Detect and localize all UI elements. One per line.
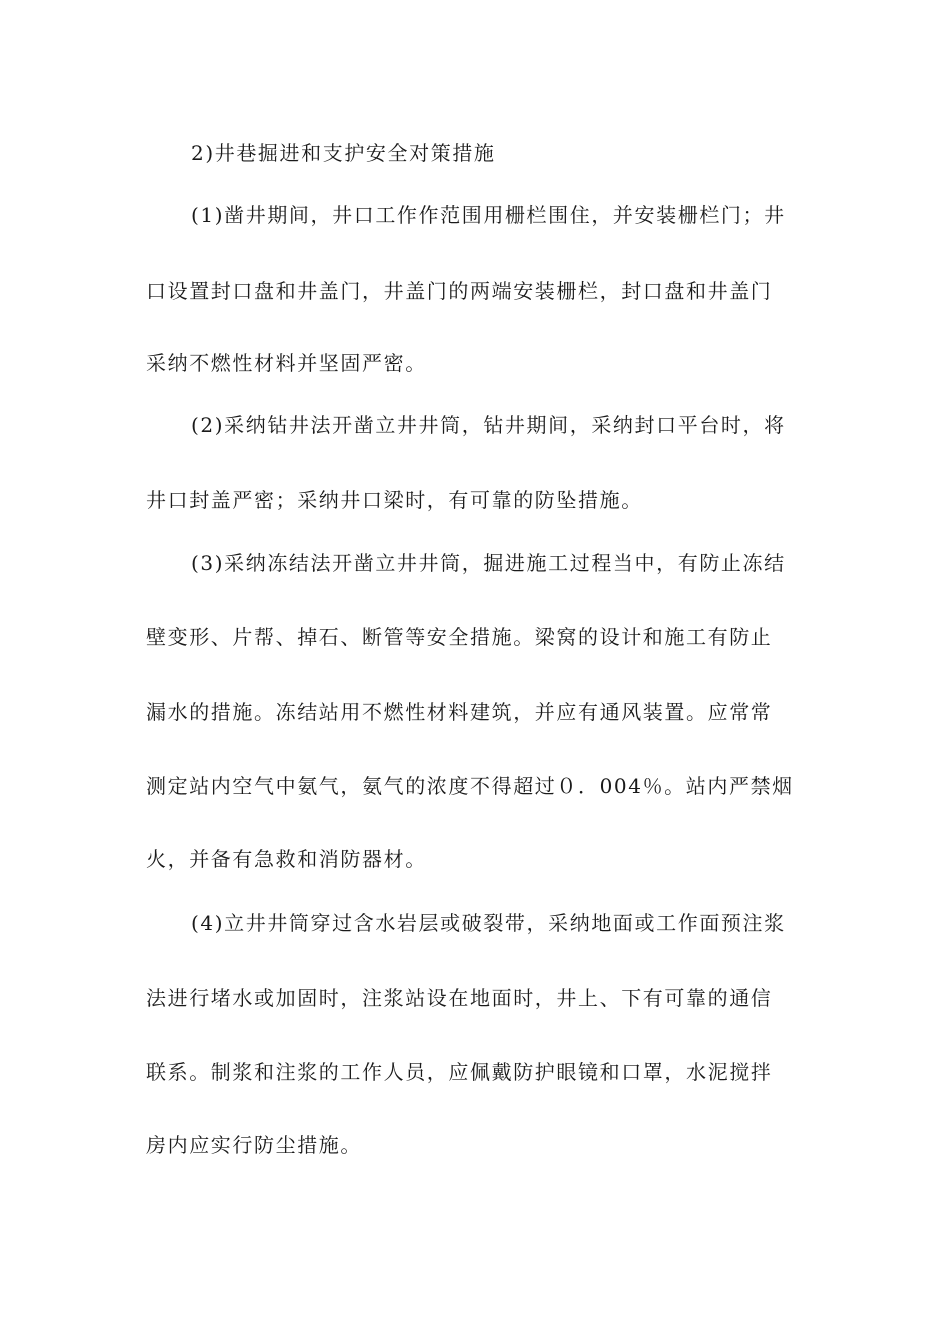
- section-heading: 2)井巷掘进和支护安全对策措施: [191, 141, 496, 165]
- paragraph-1-line-2: 口设置封口盘和井盖门，井盖门的两端安装栅栏，封口盘和井盖门: [146, 279, 773, 303]
- paragraph-4-line-3: 联系。制浆和注浆的工作人员，应佩戴防护眼镜和口罩，水泥搅拌: [146, 1060, 773, 1084]
- paragraph-2-line-2: 井口封盖严密；采纳井口梁时，有可靠的防坠措施。: [146, 488, 643, 512]
- paragraph-4-line-4: 房内应实行防尘措施。: [146, 1133, 362, 1157]
- paragraph-3-line-2: 壁变形、片帮、掉石、断管等安全措施。梁窝的设计和施工有防止: [146, 625, 773, 649]
- paragraph-3-line-4: 测定站内空气中氨气，氨气的浓度不得超过０．004％。站内严禁烟: [146, 774, 794, 798]
- paragraph-4-line-2: 法进行堵水或加固时，注浆站设在地面时，井上、下有可靠的通信: [146, 986, 773, 1010]
- paragraph-3-line-1: (3)采纳冻结法开凿立井井筒，掘进施工过程当中，有防止冻结: [191, 551, 786, 575]
- paragraph-3-line-3: 漏水的措施。冻结站用不燃性材料建筑，并应有通风装置。应常常: [146, 700, 773, 724]
- paragraph-1-line-1: (1)凿井期间，井口工作作范围用栅栏围住，并安装栅栏门；井: [191, 203, 786, 227]
- paragraph-1-line-3: 采纳不燃性材料并坚固严密。: [146, 351, 427, 375]
- paragraph-4-line-1: (4)立井井筒穿过含水岩层或破裂带，采纳地面或工作面预注浆: [191, 911, 786, 935]
- paragraph-2-line-1: (2)采纳钻井法开凿立井井筒，钻井期间，采纳封口平台时，将: [191, 413, 786, 437]
- paragraph-3-line-5: 火，并备有急救和消防器材。: [146, 847, 427, 871]
